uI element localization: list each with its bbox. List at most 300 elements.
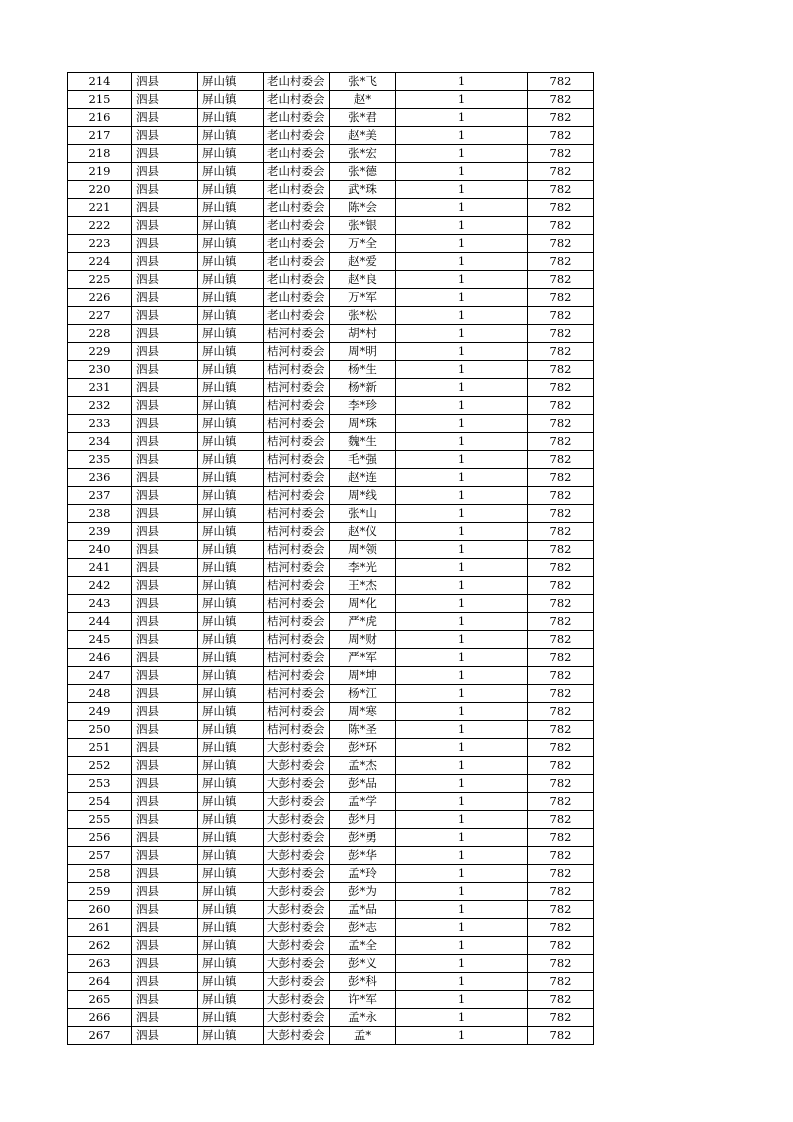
amount-cell: 782 xyxy=(528,703,594,721)
count-cell: 1 xyxy=(396,145,528,163)
town-cell: 屏山镇 xyxy=(198,343,264,361)
table-row xyxy=(68,1027,594,1045)
row-number-cell: 253 xyxy=(68,775,132,793)
table-row xyxy=(68,199,594,217)
row-number-cell: 237 xyxy=(68,487,132,505)
person-name-cell: 赵* xyxy=(330,91,396,109)
town-cell: 屏山镇 xyxy=(198,523,264,541)
amount-cell: 782 xyxy=(528,649,594,667)
count-cell: 1 xyxy=(396,163,528,181)
county-cell: 泗县 xyxy=(132,415,198,433)
town-cell: 屏山镇 xyxy=(198,757,264,775)
village-cell: 老山村委会 xyxy=(264,235,330,253)
village-cell: 桔河村委会 xyxy=(264,469,330,487)
row-number-cell: 235 xyxy=(68,451,132,469)
county-cell: 泗县 xyxy=(132,811,198,829)
person-name-cell: 赵*爱 xyxy=(330,253,396,271)
town-cell: 屏山镇 xyxy=(198,1009,264,1027)
town-cell: 屏山镇 xyxy=(198,631,264,649)
table-row xyxy=(68,235,594,253)
count-cell: 1 xyxy=(396,739,528,757)
count-cell: 1 xyxy=(396,487,528,505)
village-cell: 老山村委会 xyxy=(264,109,330,127)
count-cell: 1 xyxy=(396,109,528,127)
amount-cell: 782 xyxy=(528,721,594,739)
table-row xyxy=(68,253,594,271)
county-cell: 泗县 xyxy=(132,577,198,595)
person-name-cell: 彭*科 xyxy=(330,973,396,991)
person-name-cell: 李*光 xyxy=(330,559,396,577)
row-number-cell: 229 xyxy=(68,343,132,361)
count-cell: 1 xyxy=(396,253,528,271)
town-cell: 屏山镇 xyxy=(198,163,264,181)
person-name-cell: 杨*生 xyxy=(330,361,396,379)
amount-cell: 782 xyxy=(528,865,594,883)
table-row xyxy=(68,523,594,541)
table-row xyxy=(68,577,594,595)
village-cell: 大彭村委会 xyxy=(264,937,330,955)
person-name-cell: 彭*环 xyxy=(330,739,396,757)
table-row xyxy=(68,541,594,559)
row-number-cell: 242 xyxy=(68,577,132,595)
amount-cell: 782 xyxy=(528,505,594,523)
table-row xyxy=(68,91,594,109)
town-cell: 屏山镇 xyxy=(198,613,264,631)
village-cell: 桔河村委会 xyxy=(264,631,330,649)
county-cell: 泗县 xyxy=(132,199,198,217)
county-cell: 泗县 xyxy=(132,793,198,811)
table-row xyxy=(68,469,594,487)
town-cell: 屏山镇 xyxy=(198,793,264,811)
row-number-cell: 260 xyxy=(68,901,132,919)
count-cell: 1 xyxy=(396,559,528,577)
county-cell: 泗县 xyxy=(132,757,198,775)
table-row xyxy=(68,757,594,775)
row-number-cell: 244 xyxy=(68,613,132,631)
town-cell: 屏山镇 xyxy=(198,271,264,289)
village-cell: 桔河村委会 xyxy=(264,379,330,397)
town-cell: 屏山镇 xyxy=(198,127,264,145)
amount-cell: 782 xyxy=(528,91,594,109)
town-cell: 屏山镇 xyxy=(198,973,264,991)
county-cell: 泗县 xyxy=(132,397,198,415)
table-row xyxy=(68,145,594,163)
table-row xyxy=(68,721,594,739)
person-name-cell: 孟*学 xyxy=(330,793,396,811)
town-cell: 屏山镇 xyxy=(198,667,264,685)
count-cell: 1 xyxy=(396,631,528,649)
person-name-cell: 毛*强 xyxy=(330,451,396,469)
person-name-cell: 周*线 xyxy=(330,487,396,505)
town-cell: 屏山镇 xyxy=(198,739,264,757)
table-row xyxy=(68,217,594,235)
row-number-cell: 240 xyxy=(68,541,132,559)
count-cell: 1 xyxy=(396,541,528,559)
count-cell: 1 xyxy=(396,991,528,1009)
village-cell: 桔河村委会 xyxy=(264,505,330,523)
village-cell: 大彭村委会 xyxy=(264,1027,330,1045)
town-cell: 屏山镇 xyxy=(198,541,264,559)
county-cell: 泗县 xyxy=(132,541,198,559)
village-cell: 大彭村委会 xyxy=(264,901,330,919)
table-row xyxy=(68,397,594,415)
county-cell: 泗县 xyxy=(132,847,198,865)
county-cell: 泗县 xyxy=(132,163,198,181)
person-name-cell: 彭*义 xyxy=(330,955,396,973)
count-cell: 1 xyxy=(396,811,528,829)
county-cell: 泗县 xyxy=(132,325,198,343)
amount-cell: 782 xyxy=(528,775,594,793)
town-cell: 屏山镇 xyxy=(198,487,264,505)
amount-cell: 782 xyxy=(528,343,594,361)
row-number-cell: 256 xyxy=(68,829,132,847)
row-number-cell: 222 xyxy=(68,217,132,235)
village-cell: 大彭村委会 xyxy=(264,919,330,937)
village-cell: 大彭村委会 xyxy=(264,811,330,829)
town-cell: 屏山镇 xyxy=(198,649,264,667)
amount-cell: 782 xyxy=(528,217,594,235)
row-number-cell: 233 xyxy=(68,415,132,433)
village-cell: 老山村委会 xyxy=(264,127,330,145)
village-cell: 老山村委会 xyxy=(264,73,330,91)
person-name-cell: 张*松 xyxy=(330,307,396,325)
person-name-cell: 彭*品 xyxy=(330,775,396,793)
town-cell: 屏山镇 xyxy=(198,307,264,325)
amount-cell: 782 xyxy=(528,469,594,487)
village-cell: 桔河村委会 xyxy=(264,685,330,703)
amount-cell: 782 xyxy=(528,541,594,559)
row-number-cell: 226 xyxy=(68,289,132,307)
row-number-cell: 231 xyxy=(68,379,132,397)
county-cell: 泗县 xyxy=(132,631,198,649)
amount-cell: 782 xyxy=(528,883,594,901)
village-cell: 桔河村委会 xyxy=(264,343,330,361)
table-row xyxy=(68,667,594,685)
amount-cell: 782 xyxy=(528,397,594,415)
amount-cell: 782 xyxy=(528,451,594,469)
count-cell: 1 xyxy=(396,343,528,361)
amount-cell: 782 xyxy=(528,631,594,649)
village-cell: 桔河村委会 xyxy=(264,433,330,451)
row-number-cell: 214 xyxy=(68,73,132,91)
table-row xyxy=(68,613,594,631)
person-name-cell: 孟*品 xyxy=(330,901,396,919)
village-cell: 大彭村委会 xyxy=(264,955,330,973)
county-cell: 泗县 xyxy=(132,289,198,307)
person-name-cell: 孟*永 xyxy=(330,1009,396,1027)
person-name-cell: 陈*会 xyxy=(330,199,396,217)
county-cell: 泗县 xyxy=(132,487,198,505)
amount-cell: 782 xyxy=(528,811,594,829)
row-number-cell: 217 xyxy=(68,127,132,145)
table-row xyxy=(68,973,594,991)
village-cell: 老山村委会 xyxy=(264,307,330,325)
row-number-cell: 224 xyxy=(68,253,132,271)
count-cell: 1 xyxy=(396,955,528,973)
subsidy-table xyxy=(67,72,594,1045)
village-cell: 大彭村委会 xyxy=(264,829,330,847)
table-row xyxy=(68,271,594,289)
count-cell: 1 xyxy=(396,217,528,235)
table-row xyxy=(68,937,594,955)
amount-cell: 782 xyxy=(528,991,594,1009)
row-number-cell: 223 xyxy=(68,235,132,253)
amount-cell: 782 xyxy=(528,235,594,253)
row-number-cell: 267 xyxy=(68,1027,132,1045)
table-row xyxy=(68,775,594,793)
row-number-cell: 262 xyxy=(68,937,132,955)
town-cell: 屏山镇 xyxy=(198,937,264,955)
town-cell: 屏山镇 xyxy=(198,901,264,919)
amount-cell: 782 xyxy=(528,253,594,271)
count-cell: 1 xyxy=(396,721,528,739)
table-row xyxy=(68,73,594,91)
table-row xyxy=(68,847,594,865)
person-name-cell: 万*全 xyxy=(330,235,396,253)
town-cell: 屏山镇 xyxy=(198,559,264,577)
county-cell: 泗县 xyxy=(132,739,198,757)
count-cell: 1 xyxy=(396,775,528,793)
count-cell: 1 xyxy=(396,685,528,703)
row-number-cell: 216 xyxy=(68,109,132,127)
count-cell: 1 xyxy=(396,919,528,937)
amount-cell: 782 xyxy=(528,325,594,343)
person-name-cell: 周*珠 xyxy=(330,415,396,433)
town-cell: 屏山镇 xyxy=(198,577,264,595)
amount-cell: 782 xyxy=(528,937,594,955)
amount-cell: 782 xyxy=(528,577,594,595)
county-cell: 泗县 xyxy=(132,91,198,109)
row-number-cell: 248 xyxy=(68,685,132,703)
table-row xyxy=(68,991,594,1009)
count-cell: 1 xyxy=(396,901,528,919)
count-cell: 1 xyxy=(396,73,528,91)
town-cell: 屏山镇 xyxy=(198,775,264,793)
town-cell: 屏山镇 xyxy=(198,253,264,271)
count-cell: 1 xyxy=(396,847,528,865)
row-number-cell: 219 xyxy=(68,163,132,181)
row-number-cell: 218 xyxy=(68,145,132,163)
town-cell: 屏山镇 xyxy=(198,433,264,451)
town-cell: 屏山镇 xyxy=(198,325,264,343)
town-cell: 屏山镇 xyxy=(198,919,264,937)
table-row xyxy=(68,415,594,433)
person-name-cell: 张*飞 xyxy=(330,73,396,91)
village-cell: 老山村委会 xyxy=(264,181,330,199)
row-number-cell: 232 xyxy=(68,397,132,415)
person-name-cell: 严*虎 xyxy=(330,613,396,631)
county-cell: 泗县 xyxy=(132,145,198,163)
person-name-cell: 严*军 xyxy=(330,649,396,667)
town-cell: 屏山镇 xyxy=(198,199,264,217)
town-cell: 屏山镇 xyxy=(198,91,264,109)
town-cell: 屏山镇 xyxy=(198,217,264,235)
county-cell: 泗县 xyxy=(132,433,198,451)
count-cell: 1 xyxy=(396,505,528,523)
village-cell: 老山村委会 xyxy=(264,253,330,271)
town-cell: 屏山镇 xyxy=(198,829,264,847)
count-cell: 1 xyxy=(396,181,528,199)
person-name-cell: 杨*江 xyxy=(330,685,396,703)
county-cell: 泗县 xyxy=(132,379,198,397)
row-number-cell: 250 xyxy=(68,721,132,739)
amount-cell: 782 xyxy=(528,271,594,289)
person-name-cell: 赵*美 xyxy=(330,127,396,145)
count-cell: 1 xyxy=(396,433,528,451)
village-cell: 老山村委会 xyxy=(264,91,330,109)
county-cell: 泗县 xyxy=(132,253,198,271)
row-number-cell: 257 xyxy=(68,847,132,865)
county-cell: 泗县 xyxy=(132,883,198,901)
village-cell: 大彭村委会 xyxy=(264,883,330,901)
town-cell: 屏山镇 xyxy=(198,289,264,307)
county-cell: 泗县 xyxy=(132,127,198,145)
row-number-cell: 252 xyxy=(68,757,132,775)
row-number-cell: 243 xyxy=(68,595,132,613)
count-cell: 1 xyxy=(396,91,528,109)
village-cell: 大彭村委会 xyxy=(264,775,330,793)
count-cell: 1 xyxy=(396,235,528,253)
person-name-cell: 周*坤 xyxy=(330,667,396,685)
amount-cell: 782 xyxy=(528,127,594,145)
row-number-cell: 225 xyxy=(68,271,132,289)
county-cell: 泗县 xyxy=(132,109,198,127)
table-row xyxy=(68,487,594,505)
person-name-cell: 张*宏 xyxy=(330,145,396,163)
amount-cell: 782 xyxy=(528,757,594,775)
count-cell: 1 xyxy=(396,307,528,325)
amount-cell: 782 xyxy=(528,379,594,397)
village-cell: 桔河村委会 xyxy=(264,595,330,613)
person-name-cell: 万*军 xyxy=(330,289,396,307)
count-cell: 1 xyxy=(396,289,528,307)
town-cell: 屏山镇 xyxy=(198,235,264,253)
table-row xyxy=(68,865,594,883)
amount-cell: 782 xyxy=(528,73,594,91)
table-row xyxy=(68,343,594,361)
person-name-cell: 张*银 xyxy=(330,217,396,235)
person-name-cell: 孟*杰 xyxy=(330,757,396,775)
county-cell: 泗县 xyxy=(132,451,198,469)
amount-cell: 782 xyxy=(528,739,594,757)
person-name-cell: 张*君 xyxy=(330,109,396,127)
amount-cell: 782 xyxy=(528,361,594,379)
amount-cell: 782 xyxy=(528,199,594,217)
count-cell: 1 xyxy=(396,793,528,811)
table-row xyxy=(68,1009,594,1027)
person-name-cell: 许*军 xyxy=(330,991,396,1009)
amount-cell: 782 xyxy=(528,307,594,325)
village-cell: 桔河村委会 xyxy=(264,541,330,559)
row-number-cell: 263 xyxy=(68,955,132,973)
row-number-cell: 245 xyxy=(68,631,132,649)
village-cell: 大彭村委会 xyxy=(264,991,330,1009)
county-cell: 泗县 xyxy=(132,775,198,793)
amount-cell: 782 xyxy=(528,829,594,847)
row-number-cell: 220 xyxy=(68,181,132,199)
person-name-cell: 魏*生 xyxy=(330,433,396,451)
table-row xyxy=(68,739,594,757)
row-number-cell: 258 xyxy=(68,865,132,883)
village-cell: 桔河村委会 xyxy=(264,703,330,721)
county-cell: 泗县 xyxy=(132,721,198,739)
row-number-cell: 241 xyxy=(68,559,132,577)
county-cell: 泗县 xyxy=(132,343,198,361)
table-row xyxy=(68,883,594,901)
table-row xyxy=(68,379,594,397)
table-row xyxy=(68,559,594,577)
person-name-cell: 周*明 xyxy=(330,343,396,361)
person-name-cell: 彭*华 xyxy=(330,847,396,865)
village-cell: 桔河村委会 xyxy=(264,667,330,685)
table-row xyxy=(68,325,594,343)
town-cell: 屏山镇 xyxy=(198,109,264,127)
count-cell: 1 xyxy=(396,757,528,775)
village-cell: 桔河村委会 xyxy=(264,361,330,379)
village-cell: 桔河村委会 xyxy=(264,613,330,631)
person-name-cell: 赵*仪 xyxy=(330,523,396,541)
amount-cell: 782 xyxy=(528,181,594,199)
county-cell: 泗县 xyxy=(132,523,198,541)
amount-cell: 782 xyxy=(528,595,594,613)
county-cell: 泗县 xyxy=(132,865,198,883)
county-cell: 泗县 xyxy=(132,181,198,199)
person-name-cell: 周*寒 xyxy=(330,703,396,721)
county-cell: 泗县 xyxy=(132,595,198,613)
person-name-cell: 周*领 xyxy=(330,541,396,559)
count-cell: 1 xyxy=(396,199,528,217)
person-name-cell: 周*财 xyxy=(330,631,396,649)
count-cell: 1 xyxy=(396,397,528,415)
row-number-cell: 246 xyxy=(68,649,132,667)
table-row xyxy=(68,919,594,937)
amount-cell: 782 xyxy=(528,613,594,631)
county-cell: 泗县 xyxy=(132,667,198,685)
table-row xyxy=(68,685,594,703)
village-cell: 桔河村委会 xyxy=(264,487,330,505)
town-cell: 屏山镇 xyxy=(198,865,264,883)
county-cell: 泗县 xyxy=(132,217,198,235)
person-name-cell: 孟*玲 xyxy=(330,865,396,883)
amount-cell: 782 xyxy=(528,955,594,973)
person-name-cell: 孟* xyxy=(330,1027,396,1045)
table-row xyxy=(68,127,594,145)
row-number-cell: 230 xyxy=(68,361,132,379)
person-name-cell: 李*珍 xyxy=(330,397,396,415)
count-cell: 1 xyxy=(396,1009,528,1027)
town-cell: 屏山镇 xyxy=(198,595,264,613)
count-cell: 1 xyxy=(396,325,528,343)
county-cell: 泗县 xyxy=(132,991,198,1009)
amount-cell: 782 xyxy=(528,919,594,937)
amount-cell: 782 xyxy=(528,847,594,865)
county-cell: 泗县 xyxy=(132,937,198,955)
town-cell: 屏山镇 xyxy=(198,415,264,433)
row-number-cell: 247 xyxy=(68,667,132,685)
town-cell: 屏山镇 xyxy=(198,181,264,199)
person-name-cell: 张*德 xyxy=(330,163,396,181)
village-cell: 桔河村委会 xyxy=(264,559,330,577)
row-number-cell: 249 xyxy=(68,703,132,721)
person-name-cell: 陈*圣 xyxy=(330,721,396,739)
count-cell: 1 xyxy=(396,883,528,901)
table-row xyxy=(68,901,594,919)
row-number-cell: 251 xyxy=(68,739,132,757)
amount-cell: 782 xyxy=(528,973,594,991)
town-cell: 屏山镇 xyxy=(198,451,264,469)
count-cell: 1 xyxy=(396,973,528,991)
count-cell: 1 xyxy=(396,379,528,397)
